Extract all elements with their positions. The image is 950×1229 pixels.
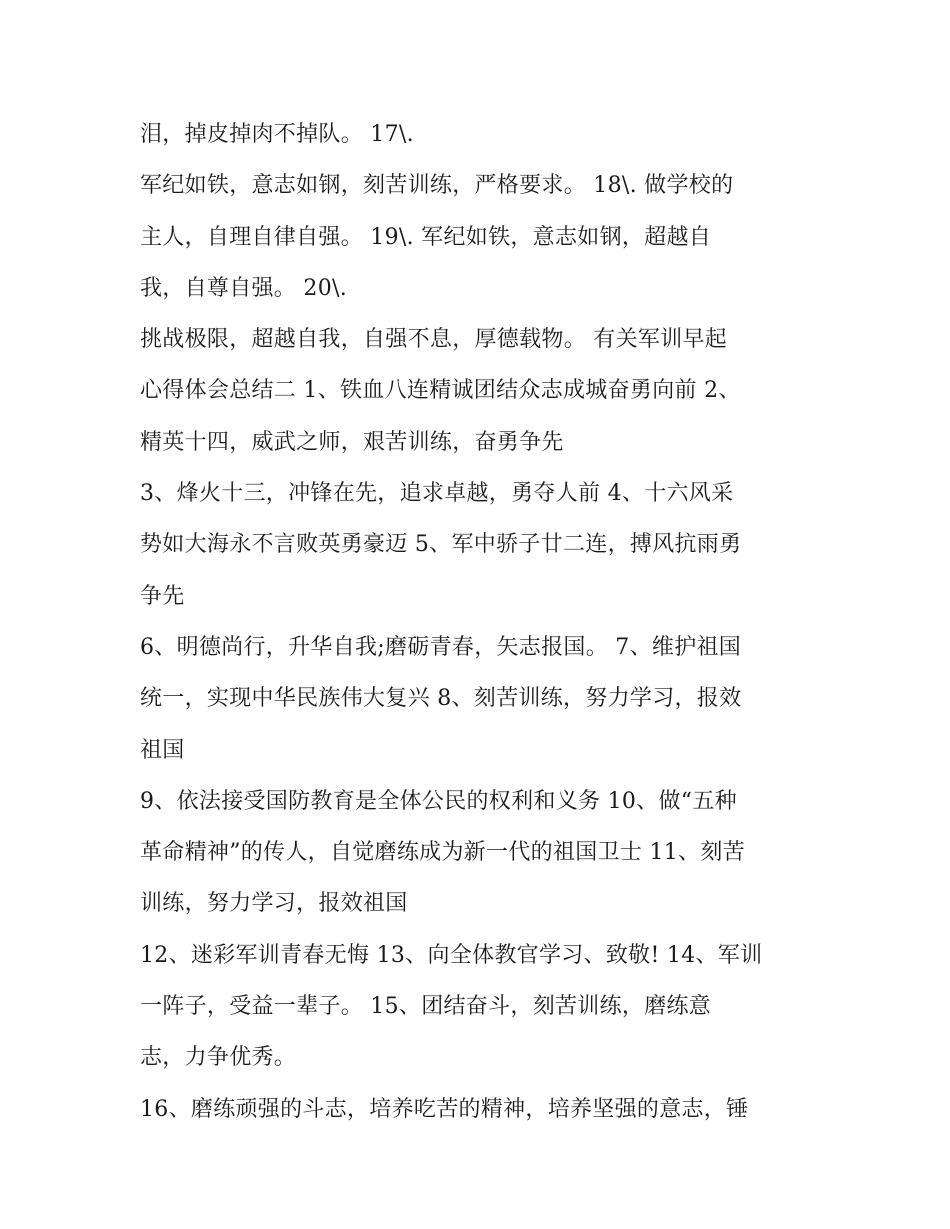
text-line: 3、烽火十三，冲锋在先，追求卓越，勇夺人前 4、十六风采 xyxy=(140,481,734,507)
text-line: 12、迷彩军训青春无悔 13、向全体教官学习、致敬! 14、军训 xyxy=(140,942,763,968)
text-line: 9、依法接受国防教育是全体公民的权利和义务 10、做“五种 xyxy=(140,788,737,814)
text-line: 祖国 xyxy=(140,737,185,763)
text-line: 精英十四，威武之师，艰苦训练，奋勇争先 xyxy=(140,429,564,455)
text-line: 争先 xyxy=(140,583,185,609)
body-text xyxy=(140,109,830,1135)
text-line: 6、明德尚行，升华自我;磨砺青春，矢志报国。 7、维护祖国 xyxy=(140,634,742,660)
text-line: 志，力争优秀。 xyxy=(140,1045,297,1071)
text-line: 势如大海永不言败英勇豪迈 5、军中骄子廿二连，搏风抗雨勇 xyxy=(140,532,742,558)
text-line: 统一，实现中华民族伟大复兴 8、刻苦训练，努力学习，报效 xyxy=(140,686,742,712)
text-line: 训练，努力学习，报效祖国 xyxy=(140,891,408,917)
text-line: 挑战极限，超越自我，自强不息，厚德载物。 有关军训早起 xyxy=(140,327,728,353)
text-line: 心得体会总结二 1、铁血八连精诚团结众志成城奋勇向前 2、 xyxy=(140,378,741,404)
text-line: 主人，自理自律自强。 19\. 军纪如铁，意志如钢，超越自 xyxy=(140,224,712,250)
text-line: 我，自尊自强。 20\. xyxy=(140,275,347,301)
text-line: 泪，掉皮掉肉不掉队。 17\. xyxy=(140,122,414,147)
text-line: 16、磨练顽强的斗志，培养吃苦的精神，培养坚强的意志，锤 xyxy=(140,1096,749,1122)
text-line: 革命精神”的传人，自觉磨练成为新一代的祖国卫士 11、刻苦 xyxy=(140,840,745,866)
text-line: 军纪如铁，意志如钢，刻苦训练，严格要求。 18\. 做学校的 xyxy=(140,173,734,199)
text-line: 一阵子，受益一辈子。 15、团结奋斗，刻苦训练，磨练意 xyxy=(140,994,712,1020)
